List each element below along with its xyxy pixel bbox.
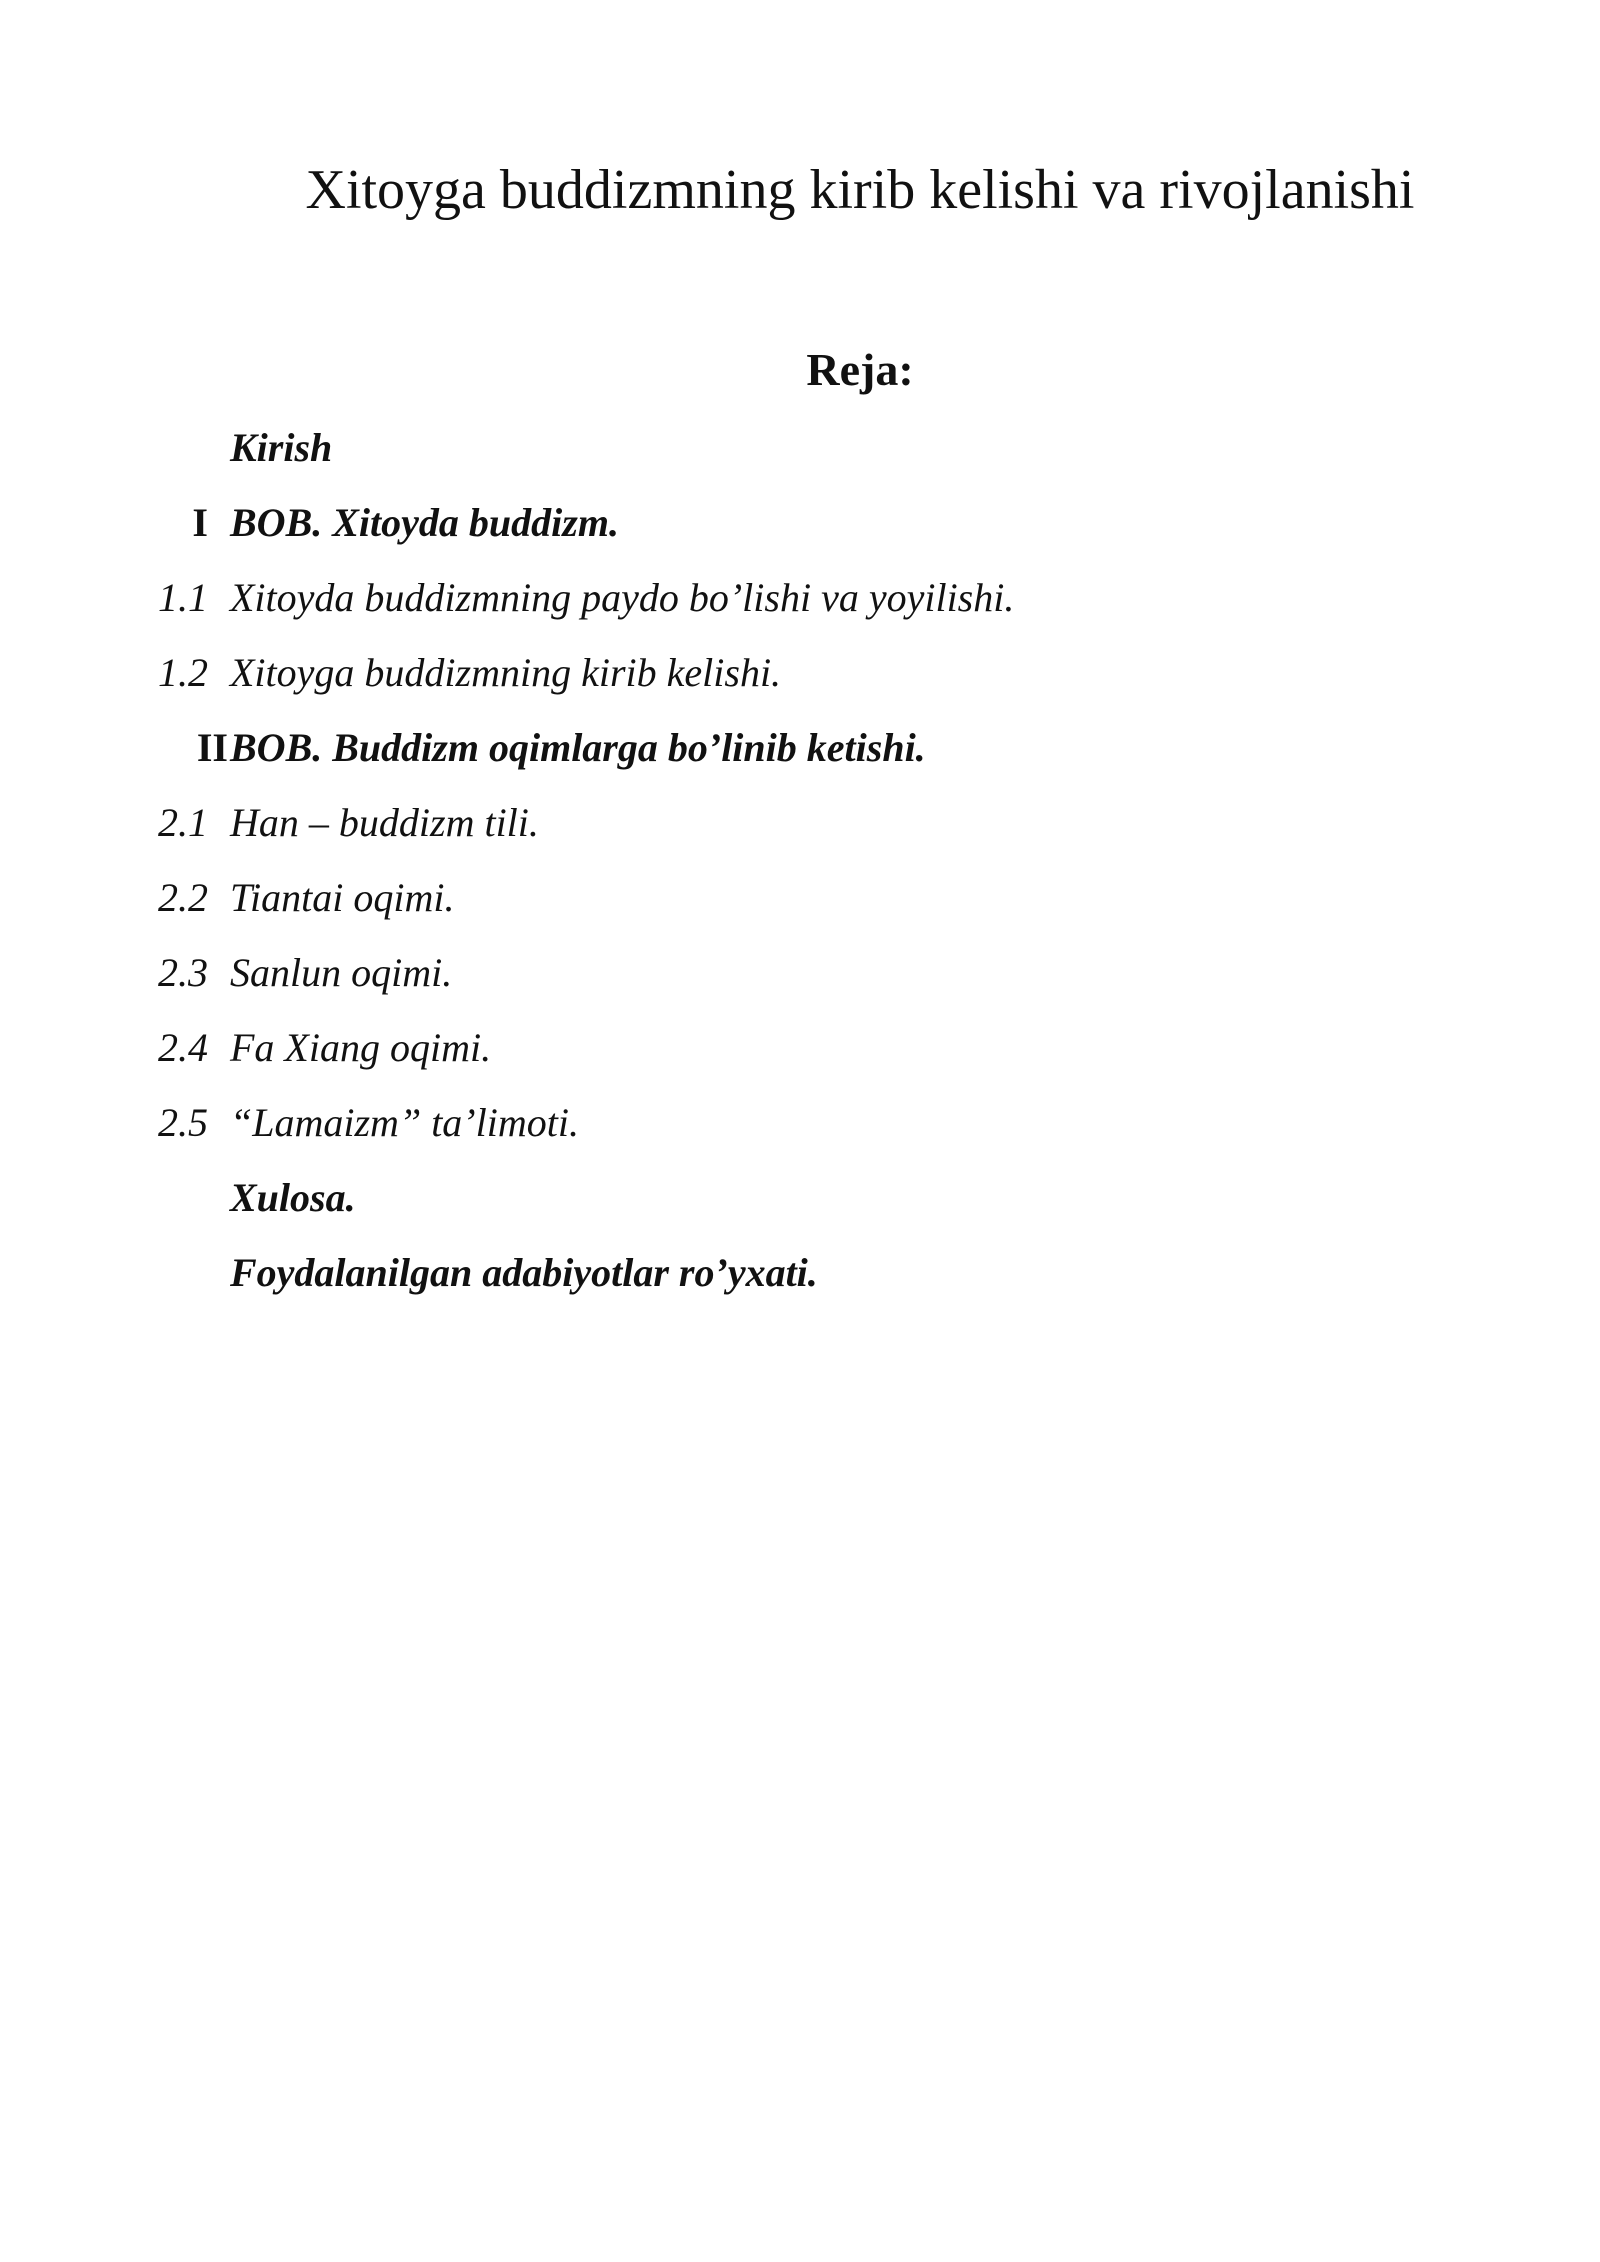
- toc-item-section-1-2: [0, 635, 1600, 710]
- toc-item-number: 2.1: [158, 800, 208, 845]
- toc-item-chapter-1: [0, 485, 1600, 560]
- toc-item-number: 2.5: [158, 1100, 208, 1145]
- toc-item-introduction: [0, 410, 1600, 485]
- toc-item-section-2-5: [0, 1085, 1600, 1160]
- toc-item-text: BOB. Xitoyda buddizm.: [230, 500, 619, 545]
- document-title: Xitoyga buddizmning kirib kelishi va rivojlanishi: [305, 159, 1415, 221]
- plan-heading: Reja:: [806, 344, 914, 395]
- toc-item-text: BOB. Buddizm oqimlarga bo’linib ketishi.: [230, 725, 926, 770]
- toc-item-text: Xulosa.: [230, 1175, 356, 1220]
- toc-item-number: 2.3: [158, 950, 208, 995]
- toc-item-text: Foydalanilgan adabiyotlar ro’yxati.: [230, 1250, 818, 1295]
- toc-item-text: Xitoyda buddizmning paydo bo’lishi va yoyilishi.: [230, 575, 1015, 620]
- toc-item-text: Kirish: [230, 425, 333, 470]
- toc-item-number: 1.1: [158, 575, 208, 620]
- toc-item-number: I: [192, 500, 208, 545]
- toc-item-references: [0, 1235, 1600, 1310]
- toc-item-conclusion: [0, 1160, 1600, 1235]
- toc-item-number: 1.2: [158, 650, 208, 695]
- toc-item-number: 2.2: [158, 875, 208, 920]
- toc-item-section-1-1: [0, 560, 1600, 635]
- toc-item-text: Sanlun oqimi.: [230, 950, 453, 995]
- toc-item-section-2-1: [0, 785, 1600, 860]
- toc-item-section-2-2: [0, 860, 1600, 935]
- toc-item-number: 2.4: [158, 1025, 208, 1070]
- table-of-contents: [0, 410, 1600, 1310]
- toc-item-chapter-2: [0, 710, 1600, 785]
- toc-item-text: Han – buddizm tili.: [230, 800, 539, 845]
- toc-item-section-2-3: [0, 935, 1600, 1010]
- toc-item-text: Tiantai oqimi.: [230, 875, 455, 920]
- toc-item-text: Fa Xiang oqimi.: [230, 1025, 492, 1070]
- toc-item-text: Xitoyga buddizmning kirib kelishi.: [230, 650, 782, 695]
- toc-item-section-2-4: [0, 1010, 1600, 1085]
- toc-item-text: “Lamaizm” ta’limoti.: [230, 1100, 579, 1145]
- toc-item-number: II: [196, 725, 228, 770]
